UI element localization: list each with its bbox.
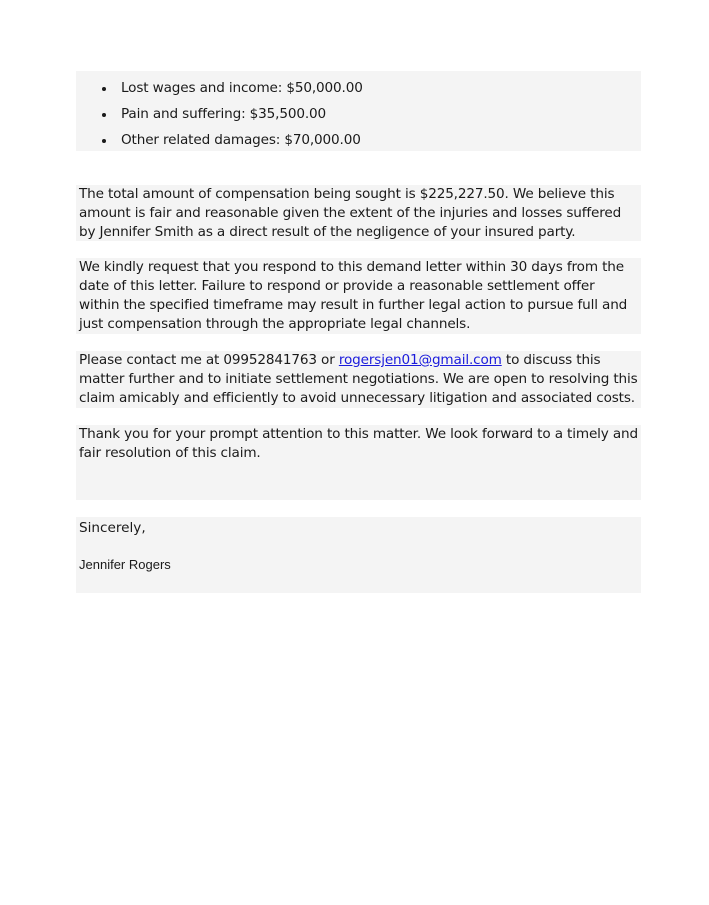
total-compensation-paragraph — [76, 185, 641, 241]
list-item — [121, 79, 641, 105]
bullet-icon — [102, 113, 106, 117]
salutation: Sincerely, — [79, 520, 146, 536]
damages-list-block — [76, 71, 641, 151]
closing-block — [76, 517, 641, 593]
list-item — [121, 131, 641, 157]
paragraph-text: Thank you for your prompt attention to this matter. We look forward to a timely and fair resolution of this claim. — [79, 426, 638, 461]
email-link[interactable]: rogersjen01@gmail.com — [338, 352, 502, 368]
signature-name: Jennifer Rogers — [79, 557, 171, 572]
list-item-text: Pain and suffering: $35,500.00 — [121, 106, 327, 122]
paragraph-text: We kindly request that you respond to this demand letter within 30 days from the date of this letter. Failure to respond or provide a reasonable settlement offer within the specified timeframe may result in further legal action to pursue full and just compensation through the appropriate legal channels. — [79, 259, 628, 332]
list-item — [121, 105, 641, 131]
contact-text-before: Please contact me at 09952841763 or — [79, 352, 339, 368]
contact-paragraph — [76, 351, 641, 408]
list-item-text: Lost wages and income: $50,000.00 — [121, 80, 363, 96]
contact-text-after: to discuss this matter further and to initiate settlement negotiations. We are open to resolving this claim amicably and efficiently to avoid unnecessary litigation and associated costs. — [79, 352, 638, 406]
paragraph-text: The total amount of compensation being sought is $225,227.50. We believe this amount is fair and reasonable given the extent of the injuries and losses suffered by Jennifer Smith as a direct result of the negligence of your insured party. — [79, 186, 622, 240]
thanks-paragraph — [76, 425, 641, 500]
list-item-text: Other related damages: $70,000.00 — [121, 132, 361, 148]
bullet-icon — [102, 87, 106, 91]
damages-list — [76, 71, 641, 157]
response-request-paragraph — [76, 258, 641, 334]
paragraph-text — [79, 351, 638, 408]
bullet-icon — [102, 139, 106, 143]
